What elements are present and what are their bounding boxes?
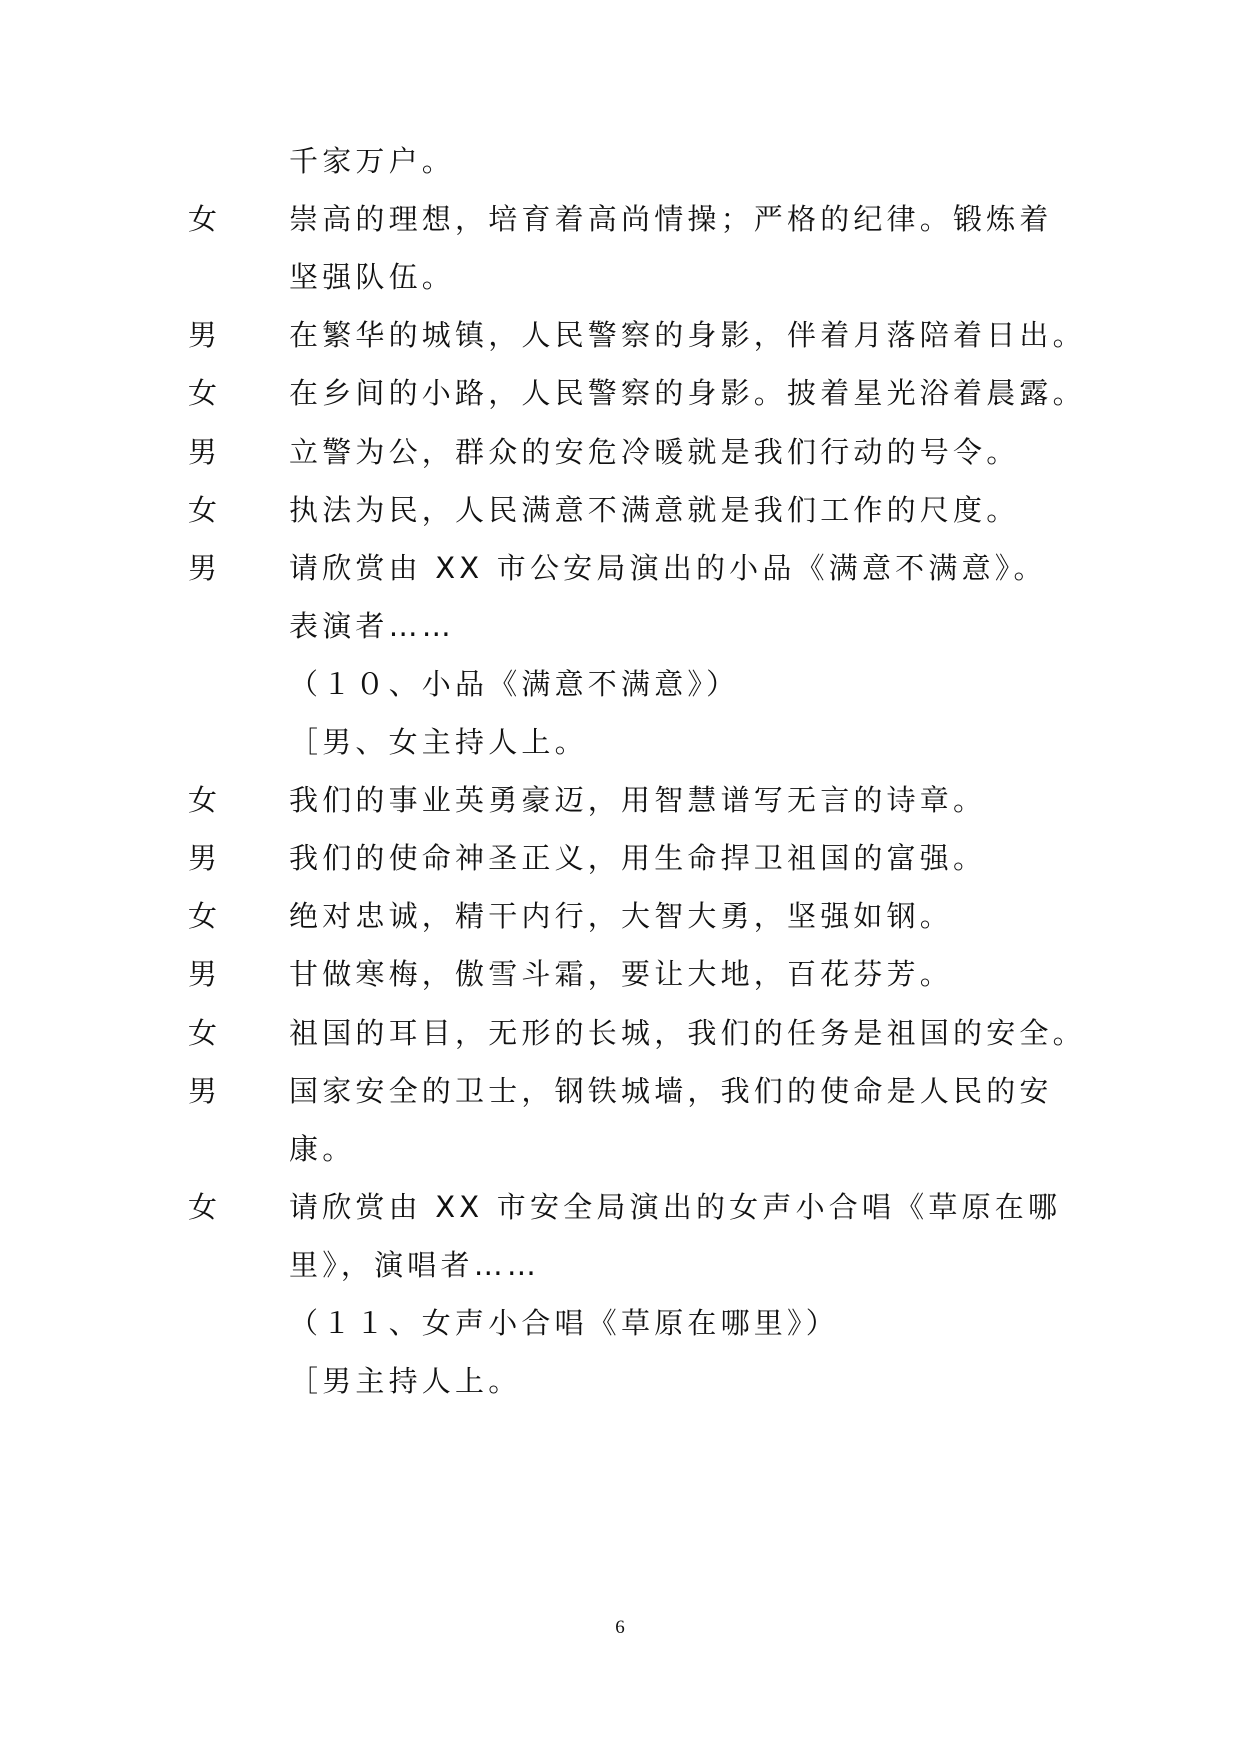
script-line (0, 129, 1240, 193)
line-text: 坚强队伍。 (289, 260, 456, 294)
script-line (0, 361, 1240, 425)
line-text: 国家安全的卫士，钢铁城墙，我们的使命是人民的安 (289, 1074, 1053, 1108)
line-text: 崇高的理想，培育着高尚情操；严格的纪律。锻炼着 (289, 202, 1053, 236)
line-text: （１０、小品《满意不满意》） (289, 667, 740, 701)
speaker-label: 女 (188, 376, 220, 410)
script-line (0, 1349, 1240, 1413)
speaker-label: 女 (188, 1016, 220, 1050)
line-text: 祖国的耳目，无形的长城，我们的任务是祖国的安全。 (289, 1016, 1086, 1050)
script-line (0, 1291, 1240, 1355)
line-text: 表演者…… (289, 609, 456, 643)
line-text: 康。 (289, 1132, 356, 1166)
line-text: 在繁华的城镇，人民警察的身影，伴着月落陪着日出。 (289, 318, 1086, 352)
line-text: 甘做寒梅，傲雪斗霜，要让大地，百花芬芳。 (289, 957, 954, 991)
line-text: 我们的事业英勇豪迈，用智慧谱写无言的诗章。 (289, 783, 987, 817)
line-text: 请欣赏由 XX 市公安局演出的小品《满意不满意》。 (289, 551, 1047, 585)
script-line (0, 1001, 1240, 1065)
line-text: 绝对忠诚，精干内行，大智大勇，坚强如钢。 (289, 899, 954, 933)
speaker-label: 男 (188, 841, 220, 875)
speaker-label: 女 (188, 202, 220, 236)
line-text: ［男、女主持人上。 (289, 725, 588, 759)
script-line (0, 652, 1240, 716)
speaker-label: 男 (188, 551, 220, 585)
line-text: 我们的使命神圣正义，用生命捍卫祖国的富强。 (289, 841, 987, 875)
speaker-label: 男 (188, 435, 220, 469)
page-number: 6 (615, 1617, 625, 1638)
script-line (0, 420, 1240, 484)
script-line (0, 942, 1240, 1006)
script-line (0, 187, 1240, 251)
speaker-label: 男 (188, 1074, 220, 1108)
speaker-label: 女 (188, 783, 220, 817)
script-line (0, 710, 1240, 774)
script-line (0, 1059, 1240, 1123)
line-text: 请欣赏由 XX 市安全局演出的女声小合唱《草原在哪 (289, 1190, 1062, 1224)
script-line (0, 478, 1240, 542)
script-line (0, 1175, 1240, 1239)
script-line (0, 594, 1240, 658)
speaker-label: 女 (188, 1190, 220, 1224)
speaker-label: 女 (188, 493, 220, 527)
line-text: ［男主持人上。 (289, 1364, 522, 1398)
script-line (0, 768, 1240, 832)
script-line (0, 884, 1240, 948)
speaker-label: 男 (188, 318, 220, 352)
line-text: 在乡间的小路，人民警察的身影。披着星光浴着晨露。 (289, 376, 1086, 410)
speaker-label: 男 (188, 957, 220, 991)
line-text: 立警为公，群众的安危冷暖就是我们行动的号令。 (289, 435, 1020, 469)
line-text: 里》，演唱者…… (289, 1248, 541, 1282)
line-text: 千家万户。 (289, 144, 456, 178)
speaker-label: 女 (188, 899, 220, 933)
script-line (0, 1233, 1240, 1297)
script-line (0, 826, 1240, 890)
script-line (0, 536, 1240, 600)
script-line (0, 1117, 1240, 1181)
script-line (0, 303, 1240, 367)
line-text: 执法为民，人民满意不满意就是我们工作的尺度。 (289, 493, 1020, 527)
script-line (0, 245, 1240, 309)
line-text: （１１、女声小合唱《草原在哪里》） (289, 1306, 839, 1340)
